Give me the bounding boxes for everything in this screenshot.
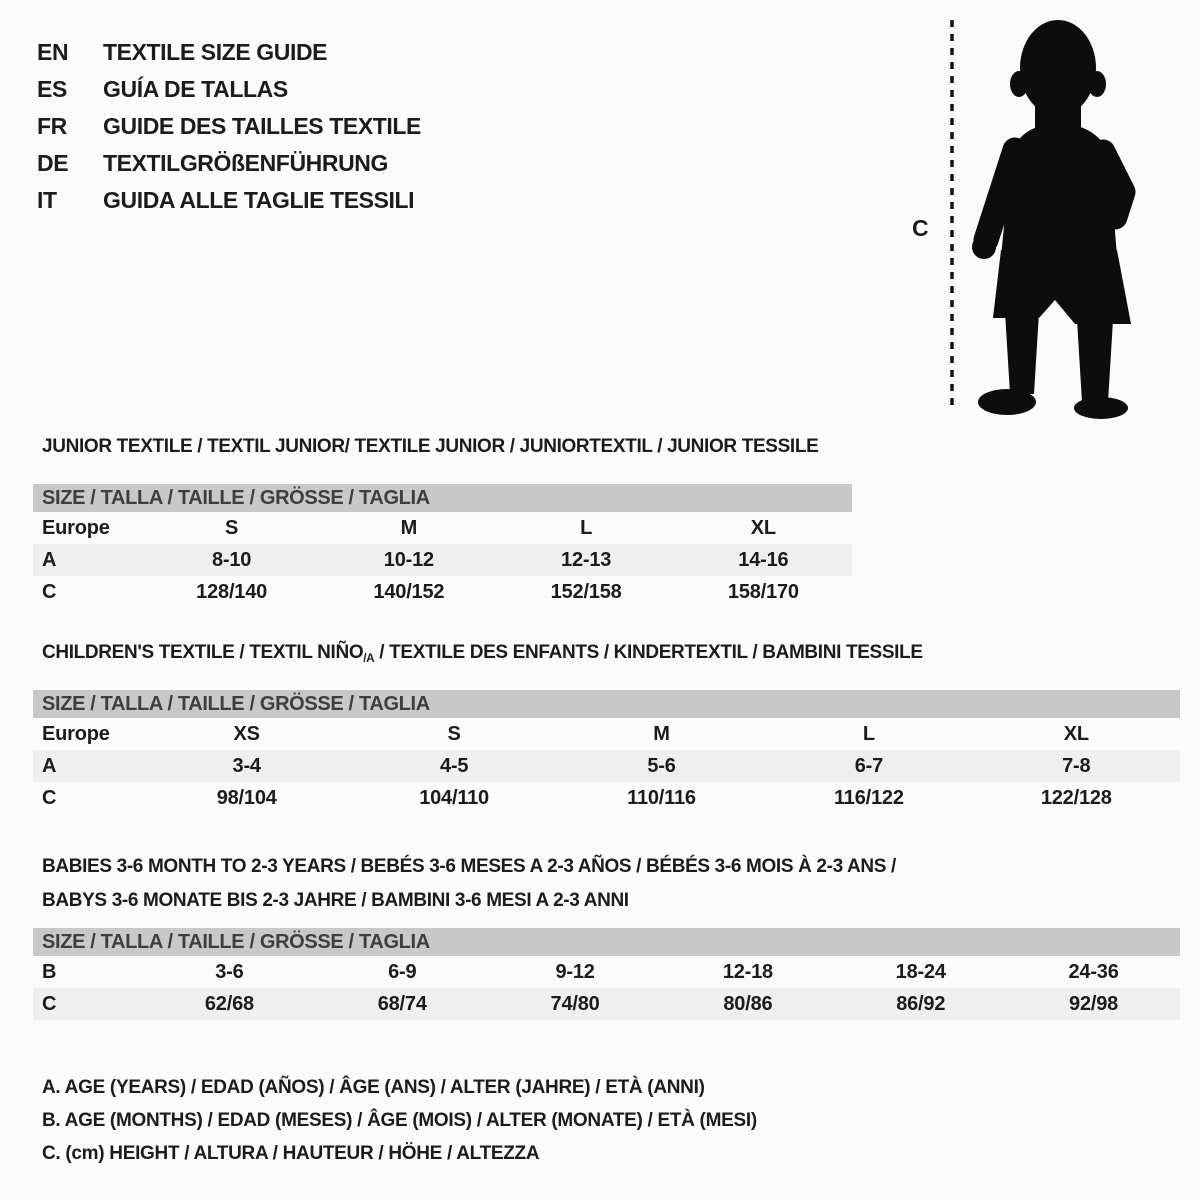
- table-cell: 140/152: [373, 580, 445, 603]
- row-label: C: [42, 580, 57, 603]
- lang-code: DE: [37, 150, 69, 176]
- table-cell: 104/110: [419, 786, 489, 809]
- table-cell: 80/86: [723, 992, 773, 1015]
- table-cell: L: [580, 516, 593, 539]
- size-header-row: [33, 928, 1180, 956]
- table-cell: 10-12: [383, 548, 434, 571]
- children-title-post: / TEXTILE DES ENFANTS / KINDERTEXTIL / BAMBINI TESSILE: [374, 642, 923, 663]
- row-label: C: [42, 786, 57, 809]
- row-label: Europe: [42, 516, 110, 539]
- table-cell: 92/98: [1069, 992, 1119, 1015]
- table-cell: 12-13: [561, 548, 612, 571]
- table-row-height: [33, 782, 1180, 814]
- junior-size-table: [33, 484, 852, 608]
- lang-row-fr: [37, 108, 421, 145]
- children-section-title: [42, 642, 923, 664]
- table-cell: 98/104: [216, 786, 277, 809]
- table-cell: 62/68: [204, 992, 254, 1015]
- row-label: Europe: [42, 722, 110, 745]
- children-title-sub: /A: [363, 652, 375, 665]
- table-cell: 9-12: [555, 960, 595, 983]
- row-label: A: [42, 754, 57, 777]
- table-cell: L: [862, 722, 875, 745]
- table-cell: XL: [750, 516, 776, 539]
- lang-row-es: [37, 71, 421, 108]
- row-label: A: [42, 548, 57, 571]
- table-cell: 8-10: [212, 548, 252, 571]
- table-cell: 158/170: [727, 580, 799, 603]
- table-cell: 18-24: [895, 960, 946, 983]
- table-cell: 4-5: [439, 754, 469, 777]
- lang-row-en: [37, 34, 421, 71]
- measurement-legend: [42, 1071, 757, 1170]
- table-cell: 110/116: [627, 786, 696, 809]
- table-row-europe: [33, 718, 1180, 750]
- table-cell: 12-18: [722, 960, 773, 983]
- lang-row-it: [37, 182, 421, 219]
- legend-line-b: B. AGE (MONTHS) / EDAD (MESES) / ÂGE (MOIS) / ALTER (MONATE) / ETÀ (MESI): [42, 1110, 757, 1131]
- lang-title: GUIDA ALLE TAGLIE TESSILI: [103, 187, 415, 213]
- lang-title: GUIDE DES TAILLES TEXTILE: [103, 113, 421, 139]
- table-cell: 5-6: [647, 754, 676, 777]
- children-size-table: [33, 690, 1180, 814]
- table-cell: 68/74: [377, 992, 427, 1015]
- size-header-label: SIZE / TALLA / TAILLE / GRÖSSE / TAGLIA: [42, 930, 430, 953]
- row-label: C: [42, 992, 57, 1015]
- table-cell: 122/128: [1040, 786, 1112, 809]
- table-cell: 3-4: [232, 754, 261, 777]
- table-cell: 6-9: [388, 960, 417, 983]
- size-header-row: [33, 484, 852, 512]
- babies-title-line2: BABYS 3-6 MONATE BIS 2-3 JAHRE / BAMBINI 3-6 MESI A 2-3 ANNI: [42, 890, 629, 911]
- table-cell: 128/140: [196, 580, 268, 603]
- size-header-label: SIZE / TALLA / TAILLE / GRÖSSE / TAGLIA: [42, 692, 430, 715]
- table-row-age: [33, 544, 852, 576]
- table-row-age-months: [33, 956, 1180, 988]
- table-cell: 14-16: [738, 548, 789, 571]
- table-row-europe: [33, 512, 852, 544]
- table-cell: XL: [1063, 722, 1089, 745]
- toddler-silhouette-figure: [905, 8, 1145, 420]
- lang-title: TEXTILE SIZE GUIDE: [103, 39, 328, 65]
- legend-line-a: A. AGE (YEARS) / EDAD (AÑOS) / ÂGE (ANS) / ALTER (JAHRE) / ETÀ (ANNI): [42, 1077, 705, 1098]
- lang-code: IT: [37, 187, 57, 213]
- table-cell: 74/80: [550, 992, 600, 1015]
- table-cell: 6-7: [854, 754, 884, 777]
- table-cell: S: [225, 516, 239, 539]
- table-cell: 7-8: [1062, 754, 1091, 777]
- row-label: B: [42, 960, 57, 983]
- size-header-row: [33, 690, 1180, 718]
- lang-code: FR: [37, 113, 67, 139]
- table-cell: S: [447, 722, 461, 745]
- table-cell: 3-6: [215, 960, 244, 983]
- table-cell: 24-36: [1068, 960, 1119, 983]
- table-cell: M: [400, 516, 418, 539]
- toddler-silhouette-icon: [972, 20, 1131, 419]
- lang-code: EN: [37, 39, 69, 65]
- lang-code: ES: [37, 76, 67, 102]
- lang-title: TEXTILGRÖßENFÜHRUNG: [103, 150, 388, 176]
- table-row-height: [33, 988, 1180, 1020]
- table-row-age: [33, 750, 1180, 782]
- lang-title: GUÍA DE TALLAS: [103, 76, 288, 102]
- table-cell: 86/92: [896, 992, 946, 1015]
- babies-title-line1: BABIES 3-6 MONTH TO 2-3 YEARS / BEBÉS 3-6 MESES A 2-3 AÑOS / BÉBÉS 3-6 MOIS À 2-3 ANS /: [42, 856, 896, 877]
- babies-section-title: [42, 850, 896, 918]
- babies-size-table: [33, 928, 1180, 1020]
- table-cell: M: [653, 722, 670, 745]
- children-title-pre: CHILDREN'S TEXTILE / TEXTIL NIÑO: [42, 642, 364, 663]
- table-cell: XS: [233, 722, 260, 745]
- table-cell: 152/158: [550, 580, 622, 603]
- lang-row-de: [37, 145, 421, 182]
- legend-line-c: C. (cm) HEIGHT / ALTURA / HAUTEUR / HÖHE / ALTEZZA: [42, 1143, 540, 1164]
- language-title-list: [37, 34, 421, 219]
- height-marker-label: C: [912, 215, 929, 241]
- junior-section-title: JUNIOR TEXTILE / TEXTIL JUNIOR/ TEXTILE JUNIOR / JUNIORTEXTIL / JUNIOR TESSILE: [42, 436, 819, 457]
- table-cell: 116/122: [833, 786, 904, 809]
- table-row-height: [33, 576, 852, 608]
- size-header-label: SIZE / TALLA / TAILLE / GRÖSSE / TAGLIA: [42, 486, 430, 509]
